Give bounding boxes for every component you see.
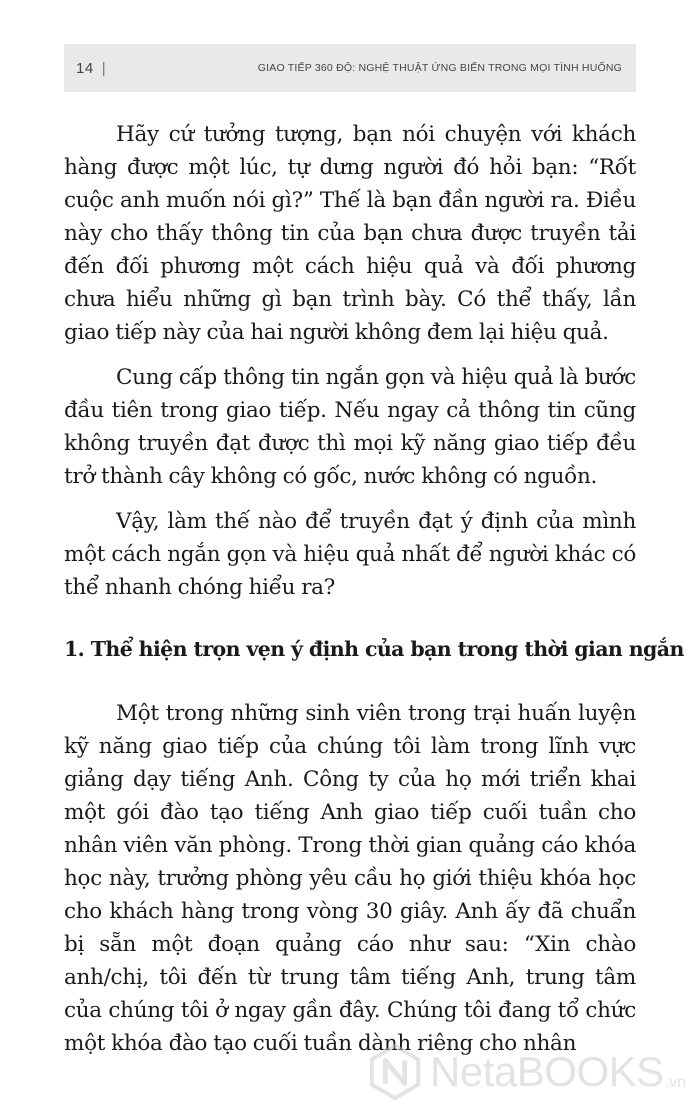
running-title: GIAO TIẾP 360 ĐỘ: NGHỆ THUẬT ỨNG BIẾN TRONG MỌI TÌNH HUỐNG: [257, 62, 622, 74]
section-heading: 1. Thể hiện trọn vẹn ý định của bạn trong thời gian ngắn: [64, 637, 684, 661]
header-separator: |: [101, 59, 106, 77]
paragraph: Vậy, làm thế nào để truyền đạt ý định của mình một cách ngắn gọn và hiệu quả nhất để người khác có thể nhanh chóng hiểu ra?: [64, 509, 636, 600]
netabooks-n-logo-icon: [366, 1042, 424, 1102]
running-header: [64, 44, 636, 92]
watermark-brand: NetaBOOKS: [430, 1048, 664, 1095]
paragraph: Cung cấp thông tin ngắn gọn và hiệu quả là bước đầu tiên trong giao tiếp. Nếu ngay cả thông tin cũng không truyền đạt được thì mọi kỹ năng giao tiếp đều trở thành cây không có gốc, nước không có nguồn.: [64, 365, 636, 489]
page-body: [64, 118, 684, 1060]
watermark-suffix: .vn: [664, 1074, 686, 1091]
paragraph: Một trong những sinh viên trong trại huấn luyện kỹ năng giao tiếp của chúng tôi làm trong lĩnh vực giảng dạy tiếng Anh. Công ty của họ mới triển khai một gói đào tạo tiếng Anh giao tiếp cuối tuần cho nhân viên văn phòng. Trong thời gian quảng cáo khóa học này, trưởng phòng yêu cầu họ giới thiệu khóa học cho khách hàng trong vòng 30 giây. Anh ấy đã chuẩn bị sẵn một đoạn quảng cáo như sau: “Xin chào anh/chị, tôi đến từ trung tâm tiếng Anh, trung tâm của chúng tôi ở ngay gần đây. Chúng tôi đang tổ chức một khóa đào tạo cuối tuần dành riêng cho nhân: [64, 701, 636, 1056]
watermark: [366, 1042, 686, 1102]
paragraph: Hãy cứ tưởng tượng, bạn nói chuyện với khách hàng được một lúc, tự dưng người đó hỏi bạn: “Rốt cuộc anh muốn nói gì?” Thế là bạn đần người ra. Điều này cho thấy thông tin của bạn chưa được truyền tải đến đối phương một cách hiệu quả và đối phương chưa hiểu những gì bạn trình bày. Có thể thấy, lần giao tiếp này của hai người không đem lại hiệu quả.: [64, 122, 636, 345]
page-number: 14: [76, 59, 94, 77]
